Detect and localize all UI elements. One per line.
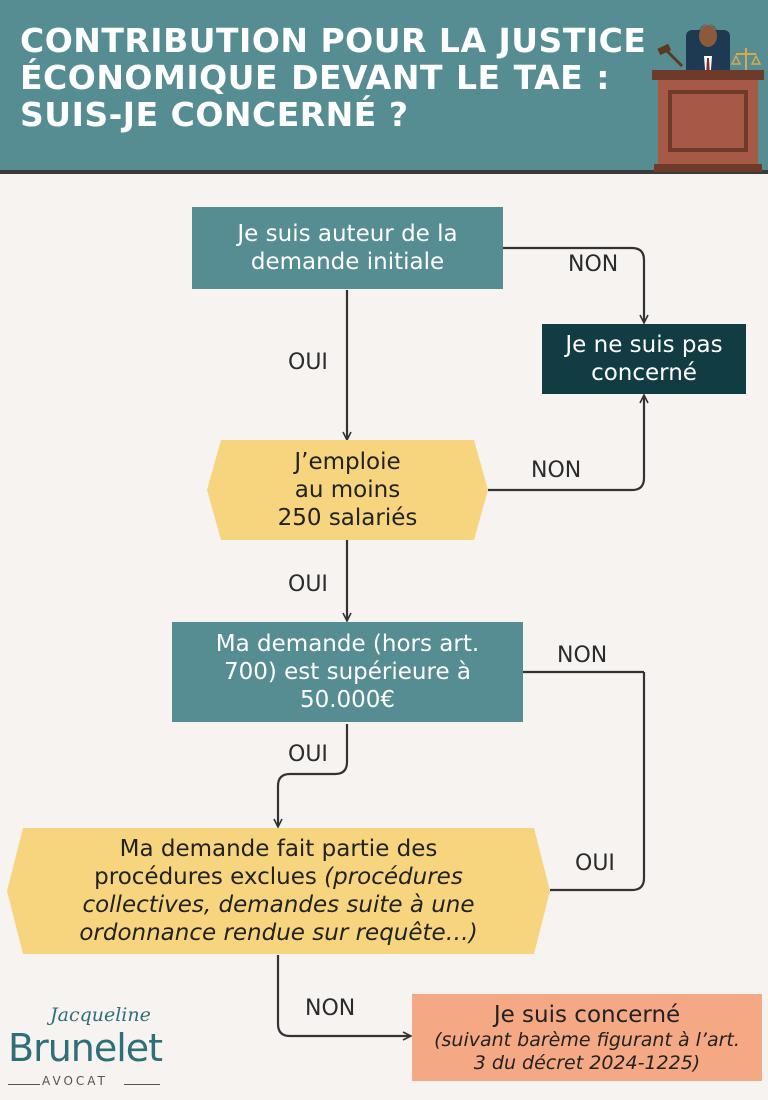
label-q2-no: NON [531, 458, 582, 483]
question-250-employees: J’emploie au moins 250 salariés [207, 440, 488, 540]
concerned-italic-text: (suivant barème figurant à l’art. 3 du décret 2024-1225) [434, 1028, 740, 1074]
question-excluded-procedures [7, 828, 550, 954]
label-q4-no: NON [305, 996, 356, 1021]
label-q3-yes: OUI [288, 742, 328, 767]
title-line-2: ÉCONOMIQUE DEVANT LE TAE : [20, 58, 610, 97]
result-concerned [412, 994, 762, 1081]
logo-first-name: Jacqueline [50, 1004, 151, 1026]
excluded-italic-text: (procédures collectives, demandes suite à une ordonnance rendue sur requête…) [79, 864, 478, 946]
result-not-concerned: Je ne suis pas concerné [542, 324, 746, 394]
question-claim-over-50000: Ma demande (hors art. 700) est supérieure à 50.000€ [172, 622, 523, 722]
brand-logo [6, 1002, 166, 1094]
concerned-main-text: Je suis concerné [493, 1001, 681, 1028]
logo-last-name: Brunelet [8, 1026, 163, 1070]
excluded-main-text: Ma demande fait partie des procédures exclues [94, 836, 438, 890]
logo-rule-left [8, 1084, 40, 1085]
label-q1-no: NON [568, 252, 619, 277]
question-initial-claimant: Je suis auteur de la demande initiale [192, 207, 503, 289]
arrow-q3-yes [278, 724, 347, 826]
title-line-3: SUIS-JE CONCERNÉ ? [20, 95, 409, 134]
label-q1-yes: OUI [288, 350, 328, 375]
label-q2-yes: OUI [288, 572, 328, 597]
logo-profession: AVOCAT [42, 1074, 108, 1088]
label-q3-no: NON [557, 643, 608, 668]
logo-rule-right [124, 1084, 160, 1085]
label-q4-yes: OUI [575, 851, 615, 876]
title-line-1: CONTRIBUTION POUR LA JUSTICE [20, 21, 647, 60]
